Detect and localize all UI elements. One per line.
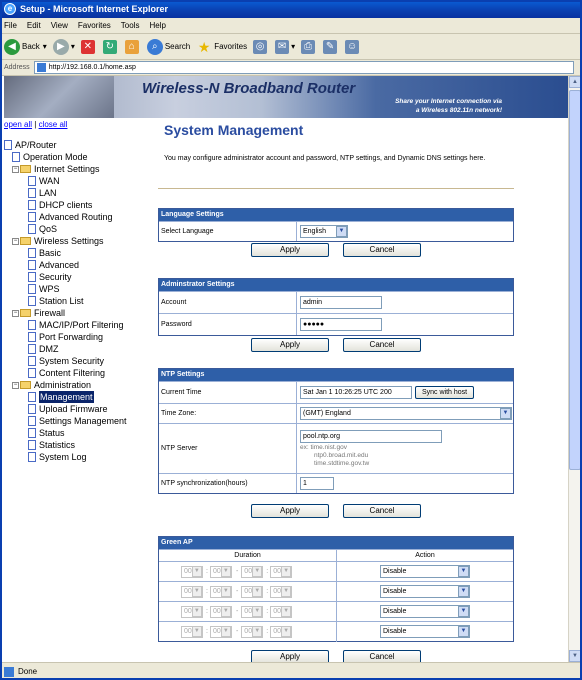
sidebar-item-ap-router[interactable] [4, 139, 154, 151]
sidebar-item-label: Advanced Routing [39, 212, 113, 222]
end-minute-value: 00 [273, 588, 282, 595]
page-icon [28, 260, 36, 270]
page-icon [28, 248, 36, 258]
chevron-down-icon: ▼ [192, 566, 202, 577]
password-label: Password [159, 314, 297, 335]
language-settings-section [158, 208, 514, 242]
divider [158, 188, 514, 189]
main-panel [158, 120, 516, 661]
admin-settings-section [158, 278, 514, 336]
forward-dropdown-icon[interactable]: ▾ [70, 42, 75, 51]
sidebar-item-label: DHCP clients [39, 200, 93, 210]
sidebar-item-label: Port Forwarding [39, 332, 104, 342]
green-action-select[interactable] [380, 565, 470, 578]
time-colon: : [266, 628, 269, 635]
sidebar-item-operation-mode[interactable] [4, 151, 154, 163]
current-time-label: Current Time [159, 382, 297, 403]
language-cancel-button[interactable]: Cancel [343, 243, 421, 257]
start-minute-value: 00 [212, 628, 221, 635]
page-icon [28, 296, 36, 306]
banner-subtitle [395, 97, 502, 115]
language-apply-button[interactable]: Apply [251, 243, 329, 257]
favorites-label: Favorites [214, 42, 248, 51]
scroll-down-icon[interactable]: ▼ [569, 650, 581, 662]
sidebar-item-label: Basic [39, 248, 62, 258]
sidebar-item-label: Content Filtering [39, 368, 106, 378]
start-hour-value: 00 [184, 568, 192, 575]
green-action-value: Disable [383, 628, 407, 635]
sidebar-item-upload-firmware[interactable] [4, 403, 154, 415]
end-minute-value: 00 [273, 568, 282, 575]
refresh-button[interactable] [103, 40, 119, 54]
green-ap-header [159, 549, 513, 561]
admin-settings-heading: Adminstrator Settings [159, 279, 513, 291]
ntp-buttons [158, 504, 514, 518]
search-label: Search [164, 42, 191, 51]
chevron-down-icon: ▼ [458, 566, 469, 577]
admin-apply-button[interactable]: Apply [251, 338, 329, 352]
time-zone-value: (GMT) England [303, 410, 351, 417]
green-action-value: Disable [383, 588, 407, 595]
page-icon [12, 152, 20, 162]
end-hour-select[interactable] [241, 626, 263, 638]
media-button[interactable] [253, 40, 269, 54]
time-colon: : [266, 588, 269, 595]
language-settings-heading: Language Settings [159, 209, 513, 221]
sidebar-item-label: MAC/IP/Port Filtering [39, 320, 124, 330]
page-description: You may configure administrator account and password, NTP settings, and Dynamic DNS settings here. [164, 155, 486, 162]
start-minute-value: 00 [212, 568, 221, 575]
nav-tree [4, 139, 154, 463]
page-icon [28, 356, 36, 366]
sidebar-item-label: WPS [39, 284, 60, 294]
time-colon: : [266, 568, 269, 575]
green-ap-row [159, 601, 513, 621]
sidebar-item-mac-ip-port-filtering[interactable] [4, 319, 154, 331]
time-dash: - [235, 628, 239, 635]
chevron-down-icon: ▼ [192, 626, 202, 637]
sidebar-item-label: Wireless Settings [34, 236, 104, 246]
sidebar-item-qos[interactable] [4, 223, 154, 235]
time-zone-select[interactable] [300, 407, 512, 420]
menu-favorites[interactable]: Favorites [77, 21, 111, 30]
account-input[interactable]: admin [300, 296, 382, 309]
window-title: Setup - Microsoft Internet Explorer [20, 4, 169, 14]
green-ap-heading: Green AP [159, 537, 513, 549]
close-all-link[interactable]: close all [38, 120, 68, 129]
chevron-down-icon: ▼ [458, 626, 469, 637]
scroll-thumb[interactable] [569, 90, 581, 470]
sidebar-item-label: WAN [39, 176, 60, 186]
menu-edit[interactable]: Edit [26, 21, 41, 30]
chevron-down-icon: ▼ [252, 586, 262, 597]
time-zone-label: Time Zone: [159, 404, 297, 423]
action-cell [337, 585, 513, 598]
forward-button[interactable] [53, 39, 75, 55]
mail-dropdown-icon[interactable]: ▾ [291, 42, 296, 51]
page-icon [28, 284, 36, 294]
sidebar-item-label: Statistics [39, 440, 76, 450]
language-select[interactable] [300, 225, 348, 238]
sidebar-item-firewall[interactable] [4, 307, 154, 319]
duration-cell [159, 622, 337, 642]
forward-arrow-icon: ▶ [53, 39, 69, 55]
action-cell [337, 605, 513, 618]
collapse-icon[interactable]: − [13, 309, 18, 316]
mail-icon: ✉ [275, 40, 289, 54]
language-buttons [158, 243, 514, 257]
action-cell [337, 565, 513, 578]
sidebar-item-management[interactable] [4, 391, 154, 403]
back-button[interactable] [4, 39, 47, 55]
sidebar-item-port-forwarding[interactable] [4, 331, 154, 343]
ntp-sync-input[interactable]: 1 [300, 477, 334, 490]
sidebar-item-label: Settings Management [39, 416, 127, 426]
sidebar-item-label: AP/Router [15, 140, 57, 150]
sidebar-item-station-list[interactable] [4, 295, 154, 307]
chevron-down-icon: ▼ [252, 626, 262, 637]
end-hour-value: 00 [244, 568, 253, 575]
page-icon [28, 212, 36, 222]
page-icon [4, 140, 12, 150]
start-minute-select[interactable] [210, 586, 232, 598]
sidebar-item-label: Status [39, 428, 65, 438]
duration-cell [159, 582, 337, 602]
page-icon [28, 428, 36, 438]
refresh-icon: ↻ [103, 40, 117, 54]
ntp-settings-section [158, 368, 514, 494]
page-icon [28, 188, 36, 198]
page-icon [28, 200, 36, 210]
status-text: Done [18, 667, 38, 676]
end-hour-value: 00 [244, 588, 253, 595]
start-hour-value: 00 [184, 608, 192, 615]
messenger-button[interactable] [345, 40, 361, 54]
chevron-down-icon: ▼ [221, 586, 231, 597]
start-minute-select[interactable] [210, 626, 232, 638]
sync-with-host-button[interactable]: Sync with host [415, 386, 474, 399]
start-hour-select[interactable] [181, 606, 203, 618]
sidebar-item-basic[interactable] [4, 247, 154, 259]
green-ap-row [159, 581, 513, 601]
sidebar-item-statistics[interactable] [4, 439, 154, 451]
chevron-down-icon: ▼ [252, 606, 262, 617]
sidebar-item-label: Upload Firmware [39, 404, 108, 414]
router-banner [4, 76, 576, 118]
end-minute-value: 00 [273, 608, 282, 615]
sidebar-item-advanced-routing[interactable] [4, 211, 154, 223]
sidebar-item-internet-settings[interactable] [4, 163, 154, 175]
ntp-settings-heading: NTP Settings [159, 369, 513, 381]
mail-button[interactable] [275, 40, 295, 54]
sidebar-item-label: Management [40, 392, 93, 402]
page-icon [28, 320, 36, 330]
ntp-server-label: NTP Server [159, 424, 297, 473]
language-label: Select Language [159, 222, 297, 241]
folder-icon [20, 381, 31, 389]
page-icon [28, 368, 36, 378]
sidebar-item-system-log[interactable] [4, 451, 154, 463]
sidebar-item-status[interactable] [4, 427, 154, 439]
address-input[interactable] [34, 61, 574, 74]
sidebar-item-dmz[interactable] [4, 343, 154, 355]
ntp-server-hint [300, 444, 369, 468]
sidebar-item-content-filtering[interactable] [4, 367, 154, 379]
sidebar-nav [4, 120, 154, 463]
address-url: http://192.168.0.1/home.asp [48, 64, 136, 71]
start-minute-value: 00 [212, 608, 221, 615]
duration-header: Duration [159, 550, 337, 561]
end-minute-select[interactable] [270, 606, 292, 618]
banner-title: Wireless-N Broadband Router [142, 80, 356, 97]
scroll-up-icon[interactable]: ▲ [569, 76, 581, 88]
home-icon: ⌂ [125, 40, 139, 54]
status-bar [0, 662, 582, 680]
nav-links [4, 120, 154, 129]
open-all-link[interactable]: open all [4, 120, 33, 129]
sidebar-item-label: Security [39, 272, 72, 282]
green-action-select[interactable] [380, 625, 470, 638]
chevron-down-icon: ▼ [221, 566, 231, 577]
ntp-server-input[interactable]: pool.ntp.org [300, 430, 442, 443]
chevron-down-icon: ▼ [221, 606, 231, 617]
messenger-icon: ☺ [347, 40, 358, 52]
page-icon [28, 452, 36, 462]
ntp-sync-label: NTP synchronization(hours) [159, 474, 297, 493]
green-action-select[interactable] [380, 585, 470, 598]
sidebar-item-label: System Security [39, 356, 105, 366]
folder-icon [20, 165, 31, 173]
chevron-down-icon: ▼ [192, 586, 202, 597]
sidebar-item-label: Internet Settings [34, 164, 100, 174]
end-hour-select[interactable] [241, 586, 263, 598]
sidebar-item-label: DMZ [39, 344, 59, 354]
browser-toolbar [0, 34, 582, 60]
vertical-scrollbar[interactable] [568, 76, 580, 662]
edit-button[interactable] [323, 40, 339, 54]
sidebar-item-label: Station List [39, 296, 84, 306]
sidebar-item-label: LAN [39, 188, 57, 198]
action-header: Action [415, 552, 435, 559]
print-icon: ⎙ [301, 40, 315, 54]
end-minute-value: 00 [273, 628, 282, 635]
favorites-button[interactable] [196, 39, 247, 55]
end-minute-select[interactable] [270, 586, 292, 598]
chevron-down-icon: ▼ [281, 606, 291, 617]
sidebar-item-label: Advanced [39, 260, 80, 270]
page-done-icon [4, 667, 14, 677]
sidebar-item-wireless-settings[interactable] [4, 235, 154, 247]
time-dash: - [235, 608, 239, 615]
time-dash: - [235, 568, 239, 575]
banner-photo [4, 76, 114, 118]
green-ap-row [159, 561, 513, 581]
search-icon: ⌕ [147, 39, 163, 55]
sidebar-item-administration[interactable] [4, 379, 154, 391]
duration-cell [159, 562, 337, 582]
password-input[interactable]: ●●●●● [300, 318, 382, 331]
stop-button[interactable] [81, 40, 97, 54]
sidebar-item-system-security[interactable] [4, 355, 154, 367]
page-icon [37, 63, 46, 72]
page-icon [28, 440, 36, 450]
home-button[interactable] [125, 40, 141, 54]
folder-icon [20, 309, 31, 317]
chevron-down-icon: ▼ [281, 626, 291, 637]
end-hour-value: 00 [244, 608, 253, 615]
menu-view[interactable]: View [50, 21, 68, 30]
banner-subtitle-line2: a Wireless 802.11n network! [415, 107, 502, 114]
end-minute-select[interactable] [270, 566, 292, 578]
menu-bar [0, 18, 582, 34]
ntp-hint-1: ex: time.nist.gov [300, 443, 347, 451]
time-dash: - [235, 588, 239, 595]
duration-cell [159, 602, 337, 622]
time-colon: : [206, 588, 208, 595]
sidebar-item-lan[interactable] [4, 187, 154, 199]
end-hour-select[interactable] [241, 566, 263, 578]
green-action-value: Disable [383, 608, 407, 615]
end-hour-value: 00 [244, 628, 253, 635]
print-button[interactable] [301, 40, 317, 54]
end-minute-select[interactable] [270, 626, 292, 638]
green-ap-rows [159, 561, 513, 641]
collapse-icon[interactable]: − [13, 237, 18, 244]
window-titlebar [0, 0, 582, 18]
start-hour-select[interactable] [181, 626, 203, 638]
start-minute-select[interactable] [210, 606, 232, 618]
chevron-down-icon: ▼ [192, 606, 202, 617]
page-icon [28, 332, 36, 342]
green-apply-button[interactable]: Apply [251, 650, 329, 664]
chevron-down-icon: ▼ [281, 586, 291, 597]
start-minute-select[interactable] [210, 566, 232, 578]
sidebar-item-wps[interactable] [4, 283, 154, 295]
page-icon [28, 416, 36, 426]
time-colon: : [206, 608, 208, 615]
address-bar [0, 60, 582, 76]
ie-logo-icon: e [4, 3, 16, 15]
ntp-cancel-button[interactable]: Cancel [343, 504, 421, 518]
account-label: Account [159, 292, 297, 313]
sidebar-item-security[interactable] [4, 271, 154, 283]
green-action-value: Disable [383, 568, 407, 575]
page-icon [28, 224, 36, 234]
chevron-down-icon: ▼ [281, 566, 291, 577]
chevron-down-icon: ▼ [458, 586, 469, 597]
chevron-down-icon: ▼ [252, 566, 262, 577]
menu-tools[interactable]: Tools [120, 21, 140, 30]
green-ap-row [159, 621, 513, 641]
start-hour-select[interactable] [181, 566, 203, 578]
sidebar-item-label: Operation Mode [23, 152, 88, 162]
green-action-select[interactable] [380, 605, 470, 618]
sidebar-item-wan[interactable] [4, 175, 154, 187]
menu-file[interactable]: File [4, 21, 17, 30]
page-icon [28, 176, 36, 186]
ntp-hint-2: ntp0.broad.mit.edu [314, 451, 369, 459]
page-content [0, 76, 582, 662]
edit-icon: ✎ [323, 40, 337, 54]
favorites-star-icon: ★ [197, 38, 211, 55]
back-arrow-icon: ◀ [4, 39, 20, 55]
sidebar-item-dhcp-clients[interactable] [4, 199, 154, 211]
green-cancel-button[interactable]: Cancel [343, 650, 421, 664]
page-title: System Management [164, 122, 304, 138]
media-icon: ◎ [253, 40, 267, 54]
page-icon [28, 344, 36, 354]
start-hour-value: 00 [184, 628, 192, 635]
address-label: Address [4, 64, 30, 71]
nav-links-separator: | [34, 120, 37, 129]
green-ap-section [158, 536, 514, 642]
page-icon [28, 404, 36, 414]
folder-icon [20, 237, 31, 245]
time-colon: : [266, 608, 269, 615]
start-minute-value: 00 [212, 588, 221, 595]
collapse-icon[interactable]: − [13, 165, 18, 172]
stop-icon: ✕ [81, 40, 95, 54]
start-hour-select[interactable] [181, 586, 203, 598]
admin-buttons [158, 338, 514, 352]
sidebar-item-settings-management[interactable] [4, 415, 154, 427]
back-dropdown-icon[interactable]: ▾ [42, 42, 47, 51]
language-value: English [303, 228, 326, 235]
chevron-down-icon: ▼ [500, 408, 511, 419]
sidebar-item-label: Administration [34, 380, 92, 390]
ntp-hint-3: time.stdtime.gov.tw [314, 459, 370, 467]
start-hour-value: 00 [184, 588, 192, 595]
back-label: Back [22, 42, 40, 51]
sidebar-item-advanced[interactable] [4, 259, 154, 271]
banner-subtitle-line1: Share your Internet connection via [395, 98, 502, 105]
page-icon [28, 392, 36, 402]
chevron-down-icon: ▼ [336, 226, 347, 237]
chevron-down-icon: ▼ [221, 626, 231, 637]
current-time-input[interactable]: Sat Jan 1 10:26:25 UTC 200 [300, 386, 412, 399]
menu-help[interactable]: Help [149, 21, 166, 30]
action-cell [337, 625, 513, 638]
ntp-apply-button[interactable]: Apply [251, 504, 329, 518]
sidebar-item-label: Firewall [34, 308, 66, 318]
chevron-down-icon: ▼ [458, 606, 469, 617]
time-colon: : [206, 568, 208, 575]
page-icon [28, 272, 36, 282]
sidebar-item-label: QoS [39, 224, 58, 234]
collapse-icon[interactable]: − [13, 381, 18, 388]
admin-cancel-button[interactable]: Cancel [343, 338, 421, 352]
time-colon: : [206, 628, 208, 635]
end-hour-select[interactable] [241, 606, 263, 618]
search-button[interactable] [147, 39, 190, 55]
sidebar-item-label: System Log [39, 452, 87, 462]
